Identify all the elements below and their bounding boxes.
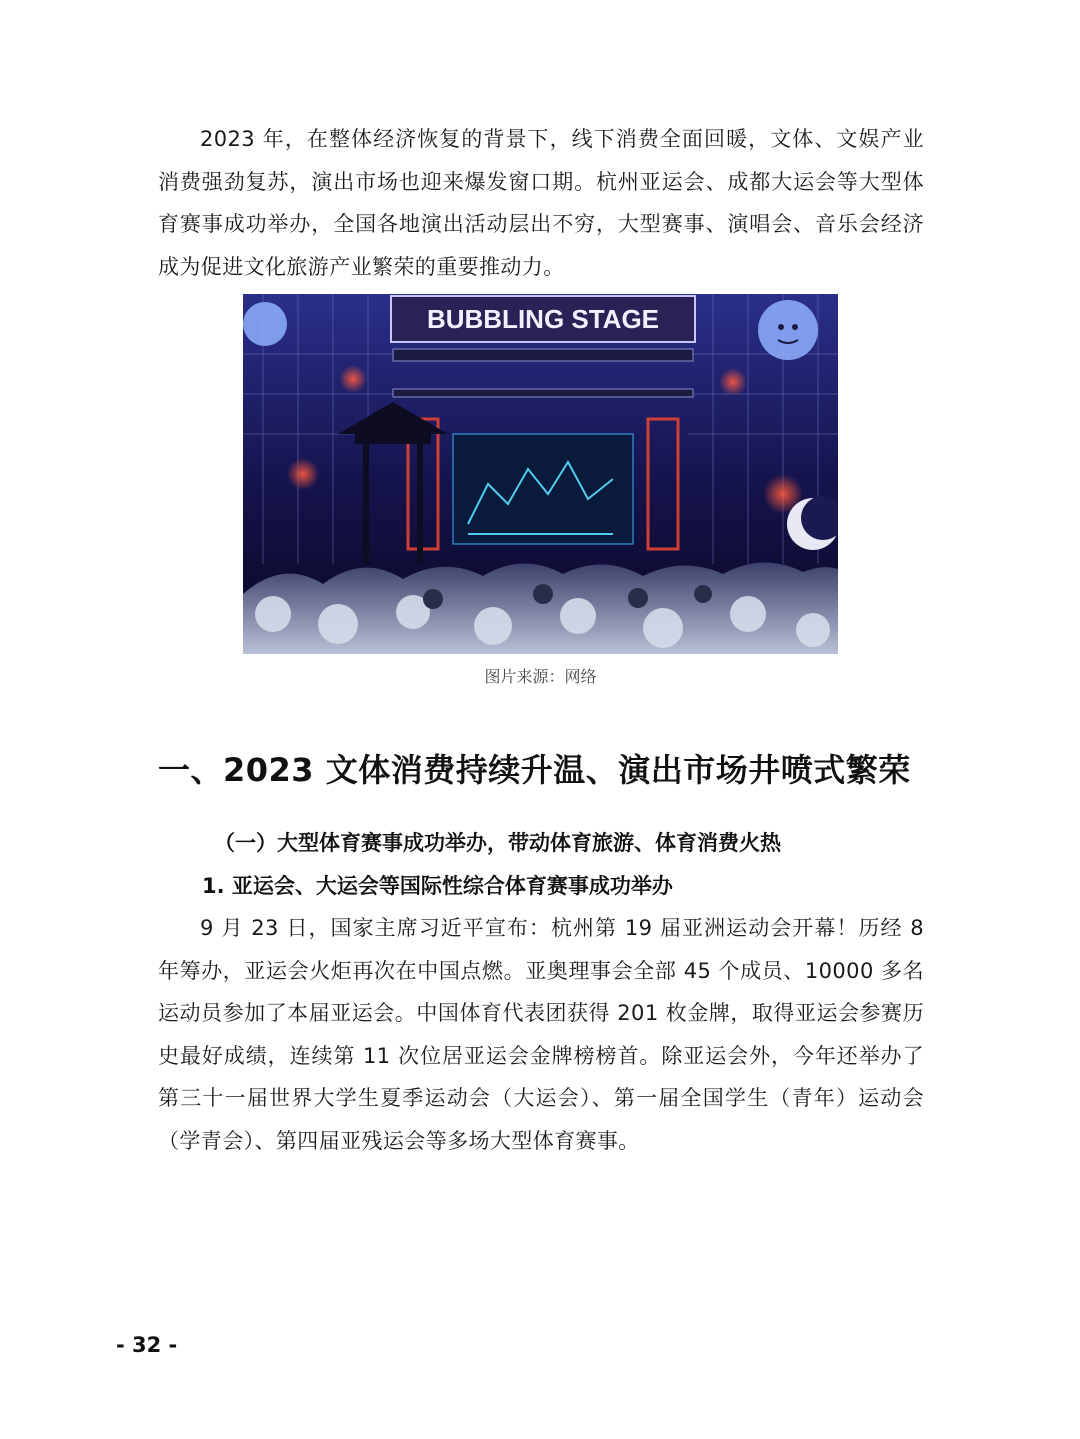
photo-caption: 图片来源：网络 bbox=[484, 667, 597, 686]
section-subsubheading: 1. 亚运会、大运会等国际性综合体育赛事成功举办 bbox=[202, 874, 673, 898]
balloon-right bbox=[758, 300, 818, 360]
concert-photo bbox=[243, 294, 838, 654]
section-subheading: （一）大型体育赛事成功举办，带动体育旅游、体育消费火热 bbox=[214, 831, 781, 855]
section-heading: 一、2023 文体消费持续升温、演出市场井喷式繁荣 bbox=[158, 751, 911, 789]
page-number: - 32 - bbox=[116, 1333, 178, 1357]
intro-paragraph: 2023 年，在整体经济恢复的背景下，线下消费全面回暖，文体、文娱产业消费强劲复苏，演出市场也迎来爆发窗口期。杭州亚运会、成都大运会等大型体育赛事成功举办，全国各地演出活动层出不穷，大型赛事、演唱会、音乐会经济成为促进文化旅游产业繁荣的重要推动力。 bbox=[158, 127, 924, 279]
section-paragraph: 9 月 23 日，国家主席习近平宣布：杭州第 19 届亚洲运动会开幕！历经 8 年筹办，亚运会火炬再次在中国点燃。亚奥理事会全部 45 个成员、10000 多名运动员参加了本届亚运会。中国体育代表团获得 201 枚金牌，取得亚运会参赛历史最好成绩，连续第 11 次位居亚运会金牌榜榜首。除亚运会外，今年还举办了第三十一届世界大学生夏季运动会（大运会）、第一届全国学生（青年）运动会（学青会）、第四届亚残运会等多场大型体育赛事。 bbox=[158, 916, 924, 1153]
balloon-left bbox=[243, 302, 287, 346]
stage-sign-text: BUBBLING STAGE bbox=[426, 304, 660, 334]
